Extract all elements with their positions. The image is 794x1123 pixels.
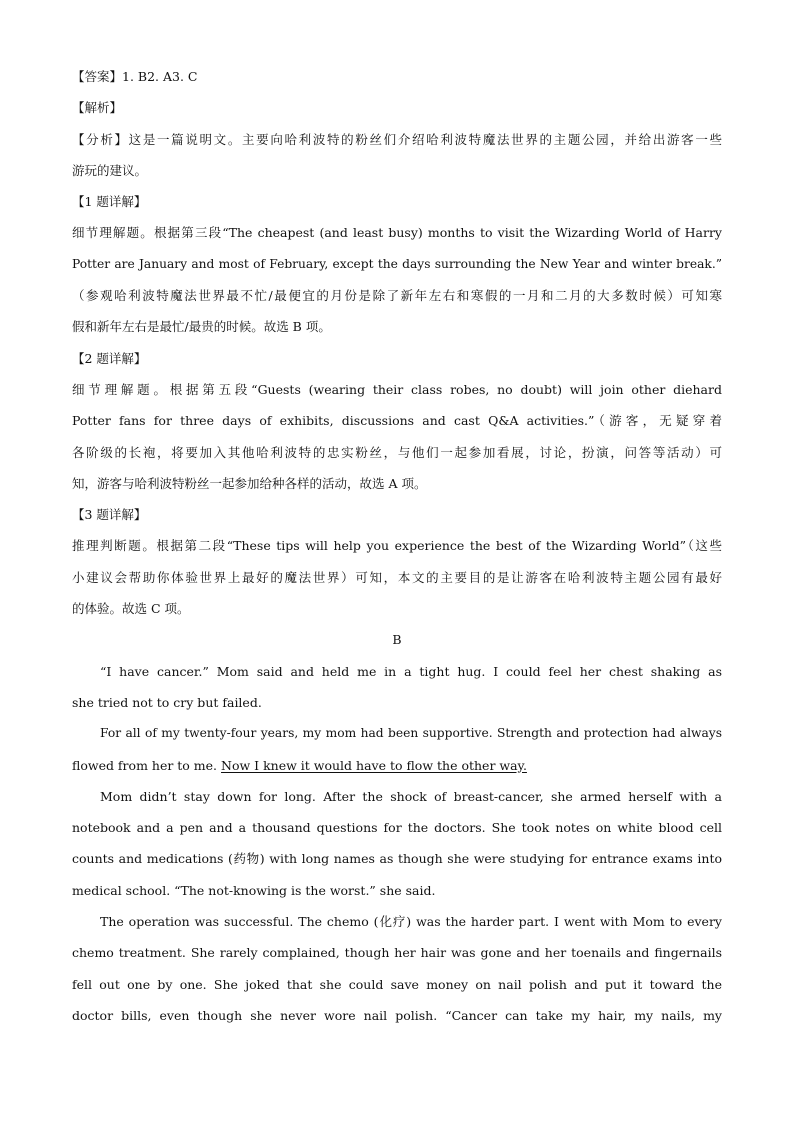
- passage-line-start: flowed from her to me.: [72, 757, 218, 773]
- passage-line: [72, 750, 722, 781]
- passage-line: The operation was successful. The chemo (化疗) was the harder part. I went with Mom to every: [100, 914, 722, 930]
- passage-line: “I have cancer.” Mom said and held me in a tight hug. I could feel her chest shaking as: [100, 663, 722, 679]
- passage-line: fell out one by one. She joked that she could save money on nail polish and put it toward the: [72, 976, 722, 992]
- q3-heading: 【3 题详解】: [72, 507, 147, 523]
- passage-line: Mom didn’t stay down for long. After the shock of breast-cancer, she armed herself with a: [100, 788, 722, 804]
- analysis-heading: 【解析】: [72, 100, 123, 116]
- passage-line: she tried not to cry but failed.: [72, 694, 262, 710]
- q2-text-line: 知，游客与哈利波特粉丝一起参加给种各样的活动，故选 A 项。: [72, 475, 427, 491]
- q2-text-line: 细节理解题。根据第五段“Guests (wearing their class robes, no doubt) will join other diehard: [72, 381, 722, 397]
- q1-text-line: Potter are January and most of February, except the days surrounding the New Year and winter break.”: [72, 256, 722, 271]
- q3-text-line: 小建议会帮助你体验世界上最好的魔法世界）可知，本文的主要目的是让游客在哈利波特主题公园有最好: [72, 569, 722, 585]
- document-page: [72, 61, 722, 1031]
- passage-line: For all of my twenty-four years, my mom had been supportive. Strength and protection had always: [100, 726, 722, 741]
- passage-line: chemo treatment. She rarely complained, though her hair was gone and her toenails and fingernails: [72, 945, 722, 961]
- passage-line: notebook and a pen and a thousand questions for the doctors. She took notes on white blood cell: [72, 820, 722, 836]
- q1-text-line: 假和新年左右是最忙/最贵的时候。故选 B 项。: [72, 319, 331, 335]
- q1-text-line: 细节理解题。根据第三段“The cheapest (and least busy) months to visit the Wizarding World of Harry: [72, 225, 722, 241]
- analysis-text-line: 【分析】这是一篇说明文。主要向哈利波特的粉丝们介绍哈利波特魔法世界的主题公园，并给出游客一些: [72, 131, 722, 147]
- q2-text-line: Potter fans for three days of exhibits, discussions and cast Q&A activities.”（游客，无疑穿着: [72, 413, 722, 429]
- passage-line: medical school. “The not-knowing is the worst.” she said.: [72, 882, 436, 898]
- q3-text-line: 的体验。故选 C 项。: [72, 601, 190, 617]
- passage-line: doctor bills, even though she never wore nail polish. “Cancer can take my hair, my nails, my: [72, 1007, 722, 1023]
- q2-text-line: 各阶级的长袍，将要加入其他哈利波特的忠实粉丝，与他们一起参加看展，讨论，扮演，问答等活动）可: [72, 444, 722, 460]
- answer-line: 【答案】1. B2. A3. C: [72, 69, 198, 84]
- analysis-text-line: 游玩的建议。: [72, 162, 148, 178]
- q3-text-line: 推理判断题。根据第二段“These tips will help you experience the best of the Wizarding World”（这些: [72, 538, 722, 554]
- q1-text-line: （参观哈利波特魔法世界最不忙/最便宜的月份是除了新年左右和寒假的一月和二月的大多数时候）可知寒: [72, 288, 722, 304]
- underlined-sentence: Now I knew it would have to flow the other way.: [221, 757, 527, 773]
- passage-b-title: B: [392, 632, 402, 648]
- q1-heading: 【1 题详解】: [72, 194, 147, 210]
- passage-line: counts and medications (药物) with long names as though she were studying for entrance exams into: [72, 851, 722, 867]
- q2-heading: 【2 题详解】: [72, 350, 147, 366]
